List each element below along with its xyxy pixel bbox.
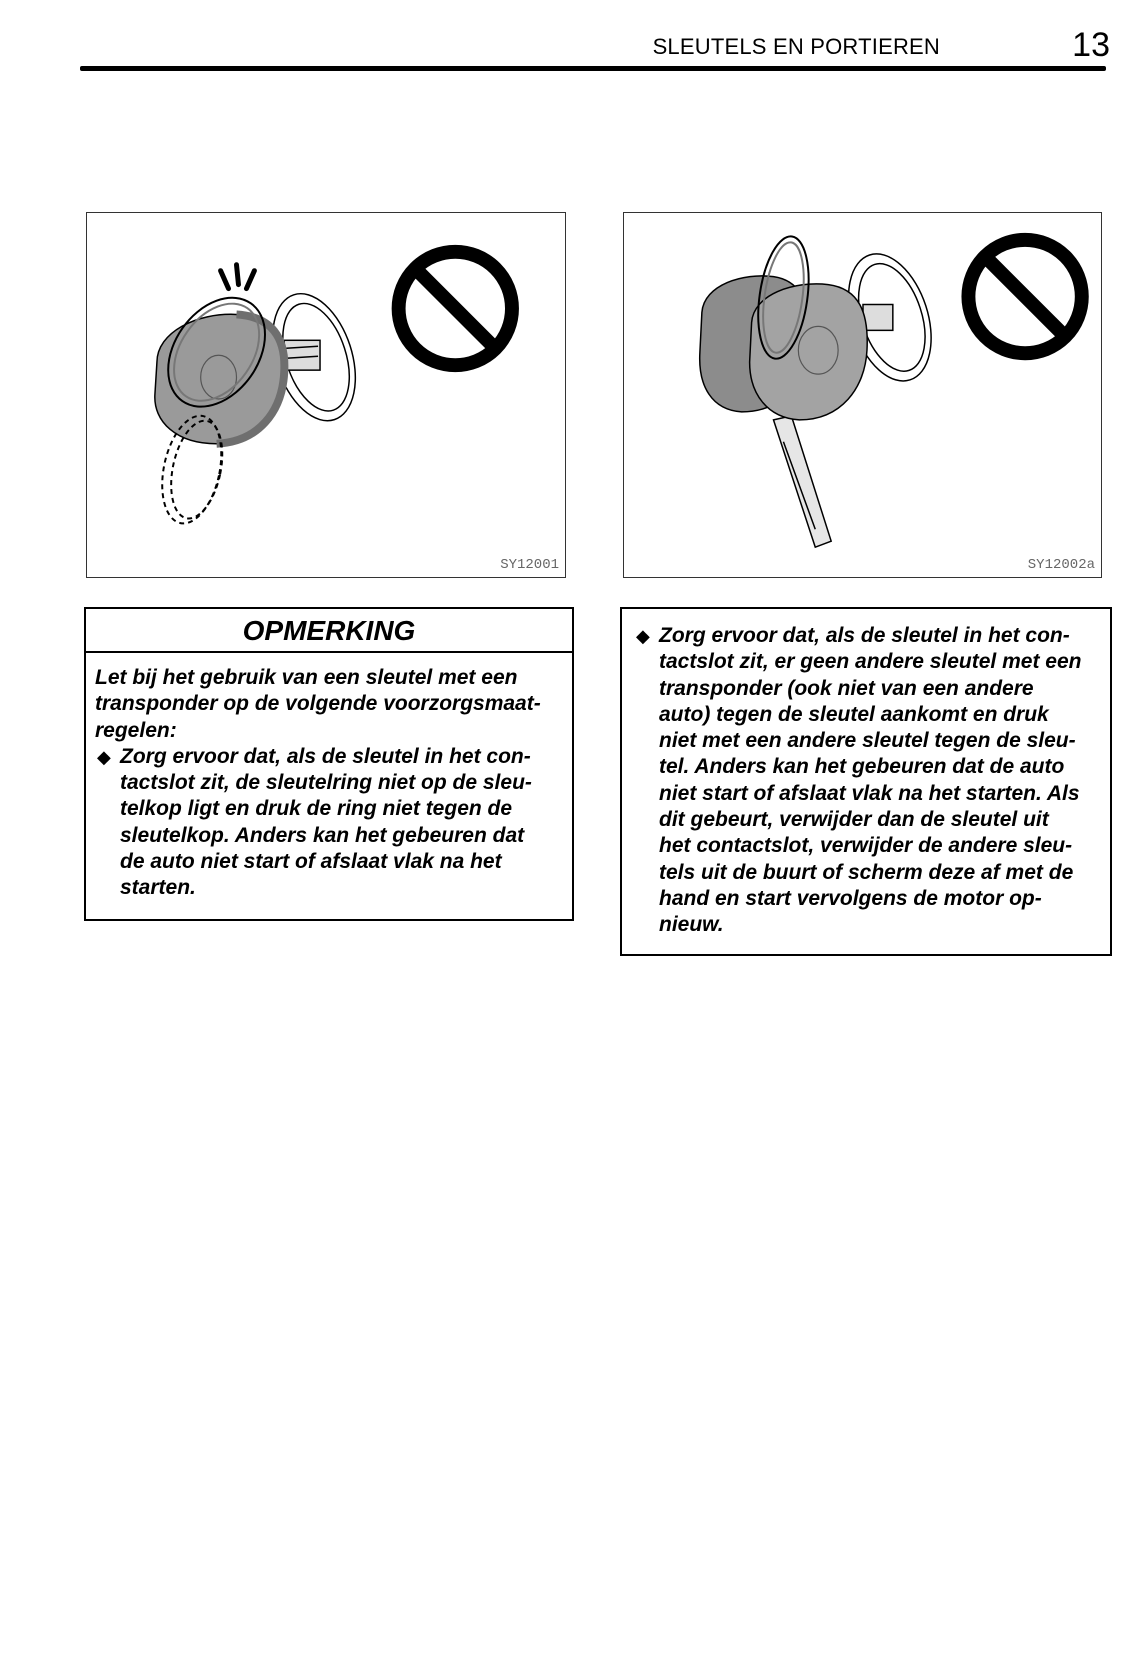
- key-head: [750, 284, 868, 420]
- note-bullet-line: niet met een andere sleutel tegen de sleu-: [659, 729, 1076, 753]
- header-rule: [80, 66, 1106, 71]
- note-bullet-line: hand en start vervolgens de motor op-: [659, 886, 1042, 910]
- note-bullet-line: Zorg ervoor dat, als de sleutel in het con-: [659, 624, 1070, 647]
- note-bullet-line: de auto niet start of afslaat vlak na het: [120, 850, 502, 874]
- note-bullet-line: tel. Anders kan het gebeuren dat de auto: [659, 755, 1065, 779]
- note-bullet-line: niet start of afslaat vlak na het starten. Als: [659, 781, 1080, 805]
- illustration-key-with-ring: [87, 213, 565, 577]
- note-intro-line: Let bij het gebruik van een sleutel met een: [95, 666, 518, 689]
- prohibited-icon: [968, 240, 1081, 353]
- note-bullet-line: tels uit de buurt of scherm deze af met de: [659, 860, 1074, 884]
- note-bullet-line: tactslot zit, de sleutelring niet op de sleu-: [120, 771, 532, 795]
- note-bullet-line: tactslot zit, er geen andere sleutel met een: [659, 650, 1082, 674]
- note-bullet-line: het contactslot, verwijder de andere sleu-: [659, 834, 1073, 858]
- note-bullet-line: nieuw.: [659, 913, 724, 937]
- note-bullet-line: Zorg ervoor dat, als de sleutel in het con-: [120, 744, 531, 768]
- figure-two-keys-warning: [623, 212, 1102, 578]
- key-blade: [773, 416, 831, 547]
- note-intro-line: transponder op de volgende voorzorgsmaat-: [95, 692, 541, 716]
- note-title: OPMERKING: [86, 609, 572, 653]
- prohibited-icon: [399, 252, 512, 365]
- section-title: SLEUTELS EN PORTIEREN: [652, 34, 940, 59]
- note-continued-box: [620, 607, 1112, 956]
- pressure-marks-icon: [221, 265, 255, 289]
- note-bullet-line: telkop ligt en druk de ring niet tegen de: [120, 797, 513, 821]
- note-intro-line: regelen:: [95, 718, 177, 742]
- figure-code: SY12002a: [1027, 557, 1095, 573]
- note-bullet-line: auto) tegen de sleutel aankomt en druk: [659, 702, 1049, 726]
- note-body: [86, 653, 572, 902]
- illustration-two-keys: [624, 213, 1101, 577]
- bullet-diamond-icon: ◆: [97, 746, 111, 767]
- note-bullet-line: transponder (ook niet van een andere: [659, 676, 1034, 700]
- page-number: 13: [1072, 26, 1110, 64]
- bullet-diamond-icon: ◆: [636, 626, 650, 646]
- figure-key-ring-warning: [86, 212, 566, 578]
- note-bullet-line: dit gebeurt, verwijder dan de sleutel uit: [659, 808, 1049, 832]
- note-bullet: [634, 623, 1098, 939]
- note-bullet: [95, 744, 564, 902]
- note-bullet-line: sleutelkop. Anders kan het gebeuren dat: [120, 823, 525, 847]
- note-box: [84, 607, 574, 921]
- note-bullet-line: starten.: [120, 876, 196, 900]
- figure-code: SY12001: [500, 557, 559, 573]
